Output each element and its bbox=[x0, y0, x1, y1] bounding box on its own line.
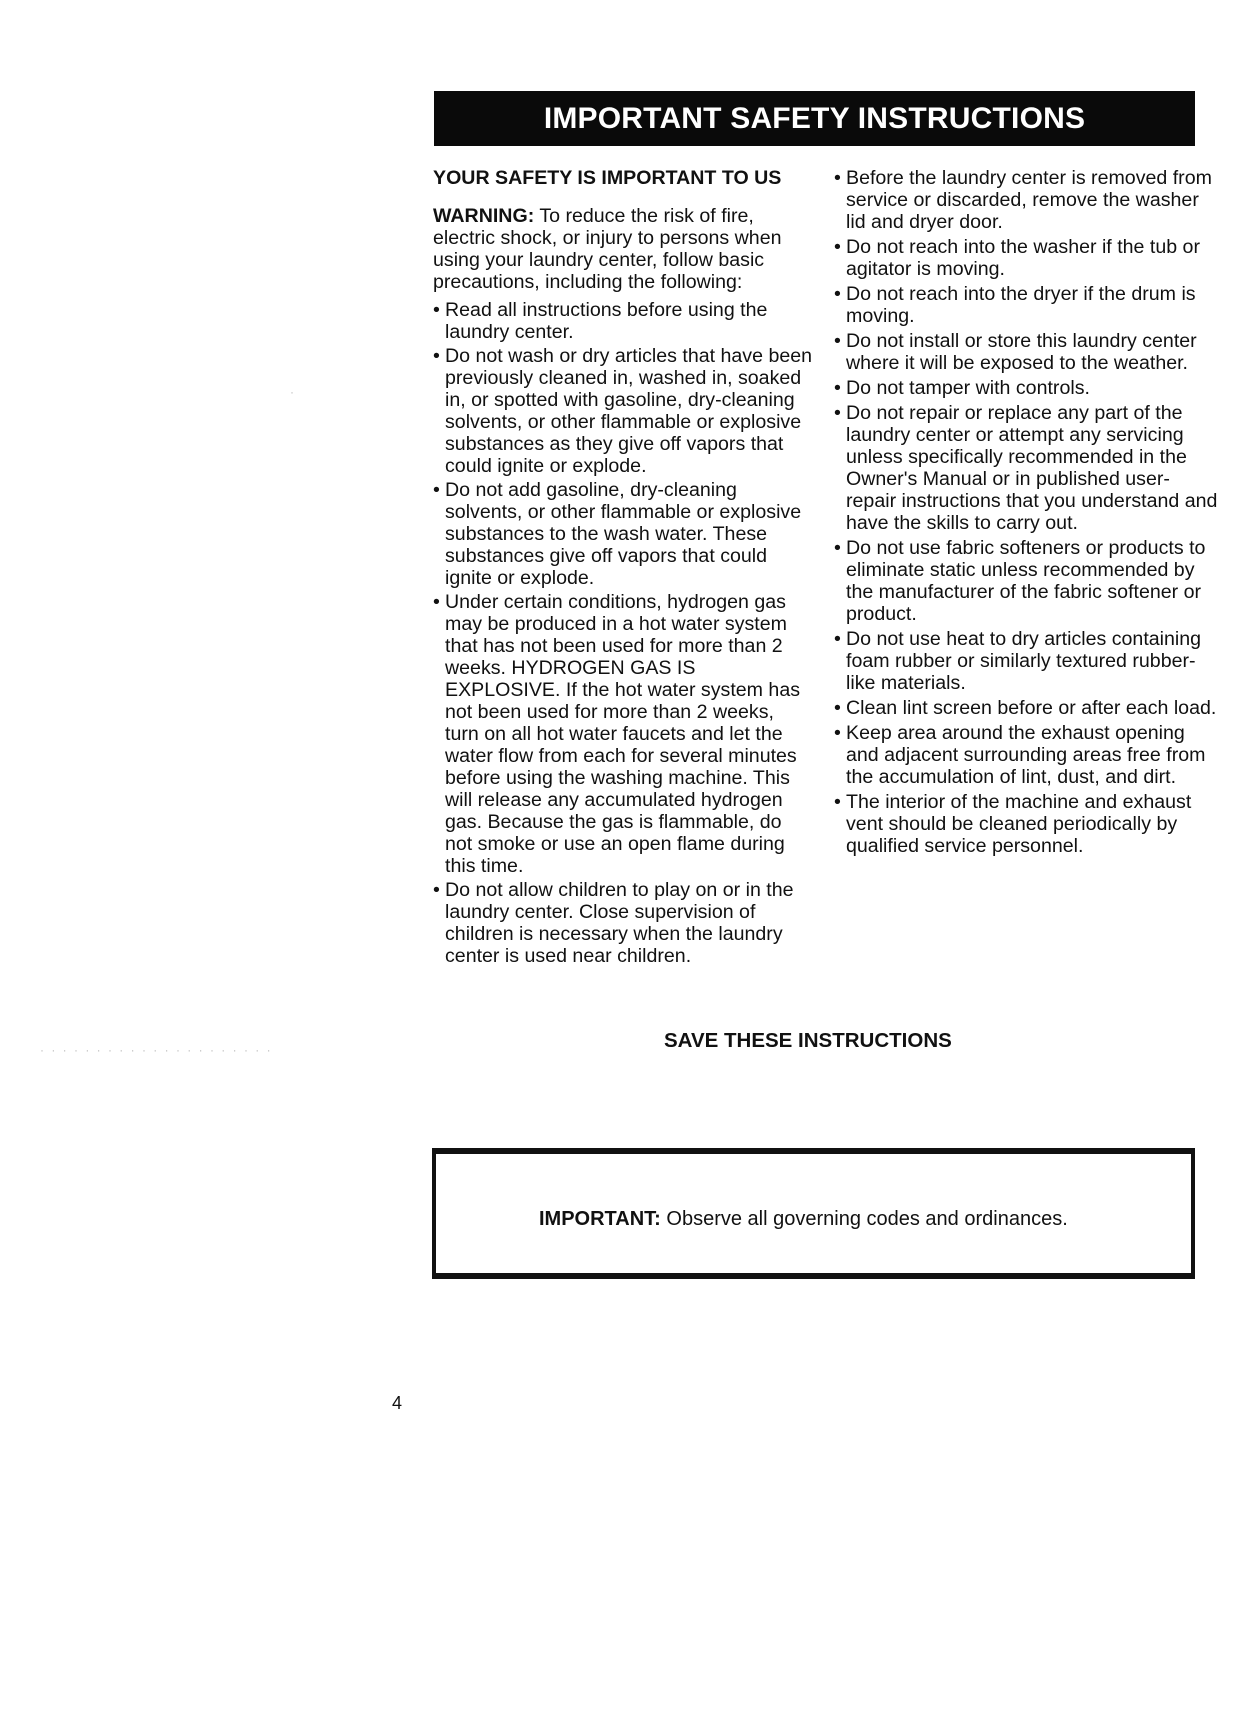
warning-label: WARNING: bbox=[433, 205, 535, 227]
right-column bbox=[834, 167, 1220, 860]
list-item: • The interior of the machine and exhaust vent should be cleaned periodically by qualified service personnel. bbox=[834, 791, 1220, 857]
list-item: • Do not reach into the dryer if the drum is moving. bbox=[834, 283, 1220, 327]
list-item: • Do not use fabric softeners or products to eliminate static unless recommended by the manufacturer of the fabric softener or product. bbox=[834, 537, 1220, 625]
list-item: • Do not add gasoline, dry-cleaning solvents, or other flammable or explosive substances to the wash water. These substances give off vapors that could ignite or explode. bbox=[433, 479, 813, 589]
list-item: • Do not install or store this laundry center where it will be exposed to the weather. bbox=[834, 330, 1220, 374]
list-item: • Clean lint screen before or after each load. bbox=[834, 697, 1220, 719]
save-instructions-heading: SAVE THESE INSTRUCTIONS bbox=[664, 1029, 952, 1052]
list-item: • Before the laundry center is removed from service or discarded, remove the washer lid and dryer door. bbox=[834, 167, 1220, 233]
page-number: 4 bbox=[392, 1393, 403, 1413]
important-notice bbox=[539, 1208, 1068, 1231]
warning-paragraph bbox=[433, 205, 813, 293]
left-column bbox=[433, 167, 813, 969]
important-text: Observe all governing codes and ordinances. bbox=[660, 1208, 1068, 1230]
left-bullet-list bbox=[433, 299, 813, 967]
page-title: IMPORTANT SAFETY INSTRUCTIONS bbox=[434, 91, 1195, 146]
list-item: • Do not allow children to play on or in the laundry center. Close supervision of children is necessary when the laundry center is used near children. bbox=[433, 879, 813, 967]
list-item: • Under certain conditions, hydrogen gas may be produced in a hot water system that has not been used for more than 2 weeks. HYDROGEN GAS IS EXPLOSIVE. If the hot water system has not been used for more than 2 weeks, turn on all hot water faucets and let the water flow from each for several minutes before using the washing machine. This will release any accumulated hydrogen gas. Because the gas is flammable, do not smoke or use an open flame during this time. bbox=[433, 591, 813, 877]
important-label: IMPORTANT: bbox=[539, 1208, 661, 1230]
warning-text: To reduce the risk of fire, electric shock, or injury to persons when using your laundry center, follow basic precautions, including the following: bbox=[433, 205, 782, 293]
list-item: • Do not tamper with controls. bbox=[834, 377, 1220, 399]
list-item: • Keep area around the exhaust opening and adjacent surrounding areas free from the accumulation of lint, dust, and dirt. bbox=[834, 722, 1220, 788]
list-item: • Do not wash or dry articles that have been previously cleaned in, washed in, soaked in, or spotted with gasoline, dry-cleaning solvents, or other flammable or explosive substances as they give off vapors that could ignite or explode. bbox=[433, 345, 813, 477]
section-heading: YOUR SAFETY IS IMPORTANT TO US bbox=[433, 167, 782, 189]
list-item: • Do not use heat to dry articles containing foam rubber or similarly textured rubber-like materials. bbox=[834, 628, 1220, 694]
scan-artifact: · bbox=[290, 385, 296, 399]
list-item: • Do not repair or replace any part of the laundry center or attempt any servicing unless specifically recommended in the Owner's Manual or in published user-repair instructions that you understand and have the skills to carry out. bbox=[834, 402, 1220, 534]
scan-artifact: · · · · · · · · · · · · · · · · · · · · · bbox=[40, 1043, 273, 1057]
list-item: • Do not reach into the washer if the tub or agitator is moving. bbox=[834, 236, 1220, 280]
list-item: • Read all instructions before using the laundry center. bbox=[433, 299, 813, 343]
right-bullet-list bbox=[834, 167, 1220, 857]
